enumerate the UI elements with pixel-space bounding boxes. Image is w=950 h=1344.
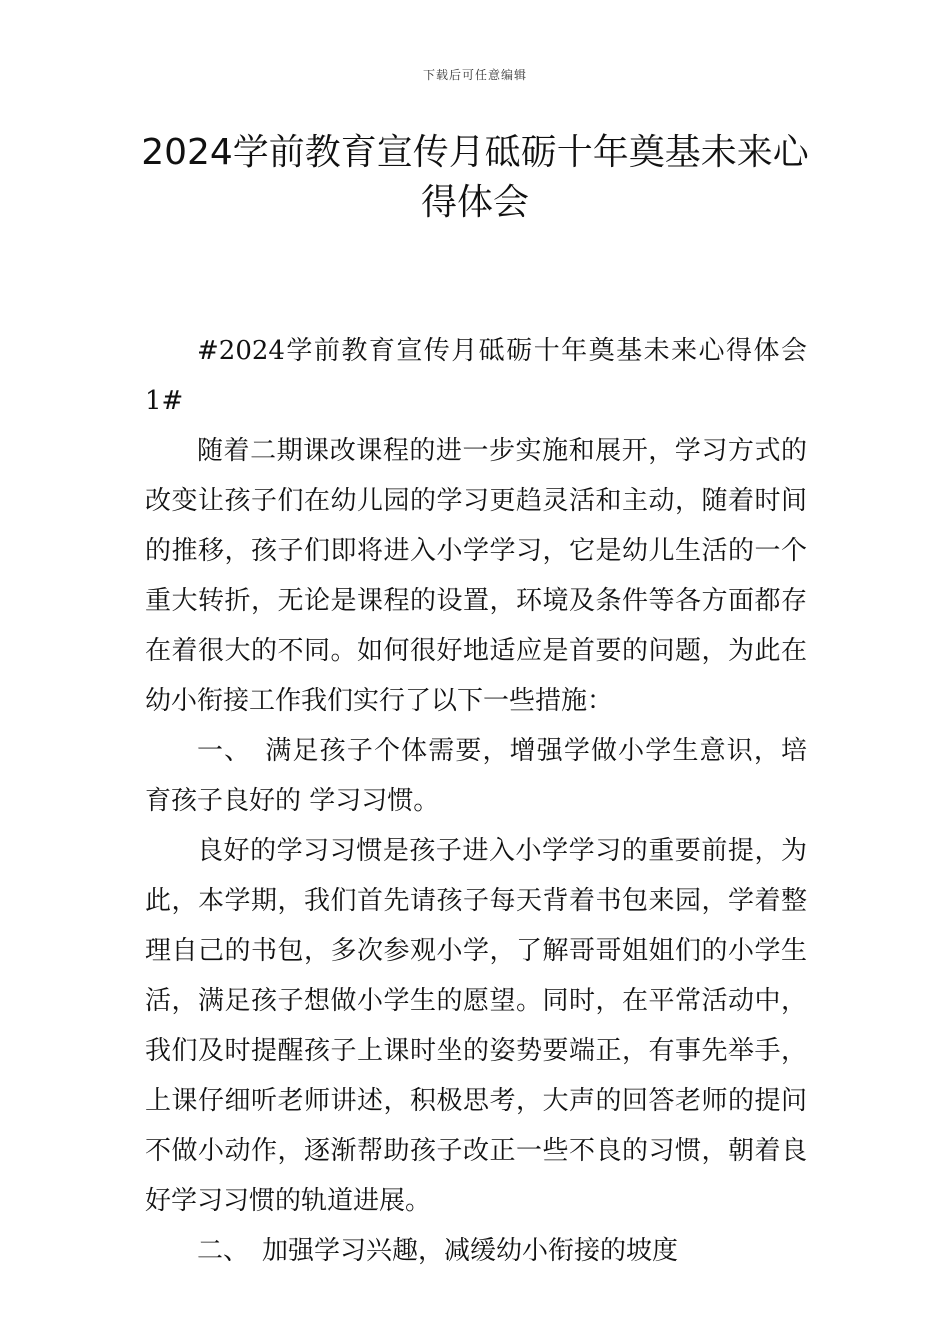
point-two-heading: 二、 加强学习兴趣，减缓幼小衔接的坡度	[197, 1236, 679, 1266]
paragraph-intro: 随着二期课改课程的进一步实施和展开，学习方式的改变让孩子们在幼儿园的学习更趋灵活和主动，随着时间的推移，孩子们即将进入小学学习，它是幼儿生活的一个重大转折，无论是课程的设置，环境及条件等各方面都存在着很大的不同。如何很好地适应是首要的问题，为此在幼小衔接工作我们实行了以下一些措施：	[145, 436, 807, 716]
paragraph-study-habits: 良好的学习习惯是孩子进入小学学习的重要前提，为此，本学期，我们首先请孩子每天背着书包来园，学着整理自己的书包，多次参观小学，了解哥哥姐姐们的小学生活，满足孩子想做小学生的愿望。同时，在平常活动中，我们及时提醒孩子上课时坐的姿势要端正，有事先举手，上课仔细听老师讲述，积极思考，大声的回答老师的提问不做小动作，逐渐帮助孩子改正一些不良的习惯，朝着良好学习习惯的轨道进展。	[145, 836, 807, 1216]
document-title	[120, 128, 830, 228]
document-body	[145, 326, 807, 1276]
section-heading-1: #2024学前教育宣传月砥砺十年奠基未来心得体会1#	[145, 336, 807, 416]
header-note: 下载后可任意编辑	[422, 68, 527, 82]
document-title-line-1: 2024学前教育宣传月砥砺十年奠基未来心	[141, 132, 809, 173]
point-one-heading: 一、 满足孩子个体需要，增强学做小学生意识，培育孩子良好的 学习习惯。	[145, 736, 807, 816]
document-title-line-2: 得体会	[420, 182, 529, 223]
